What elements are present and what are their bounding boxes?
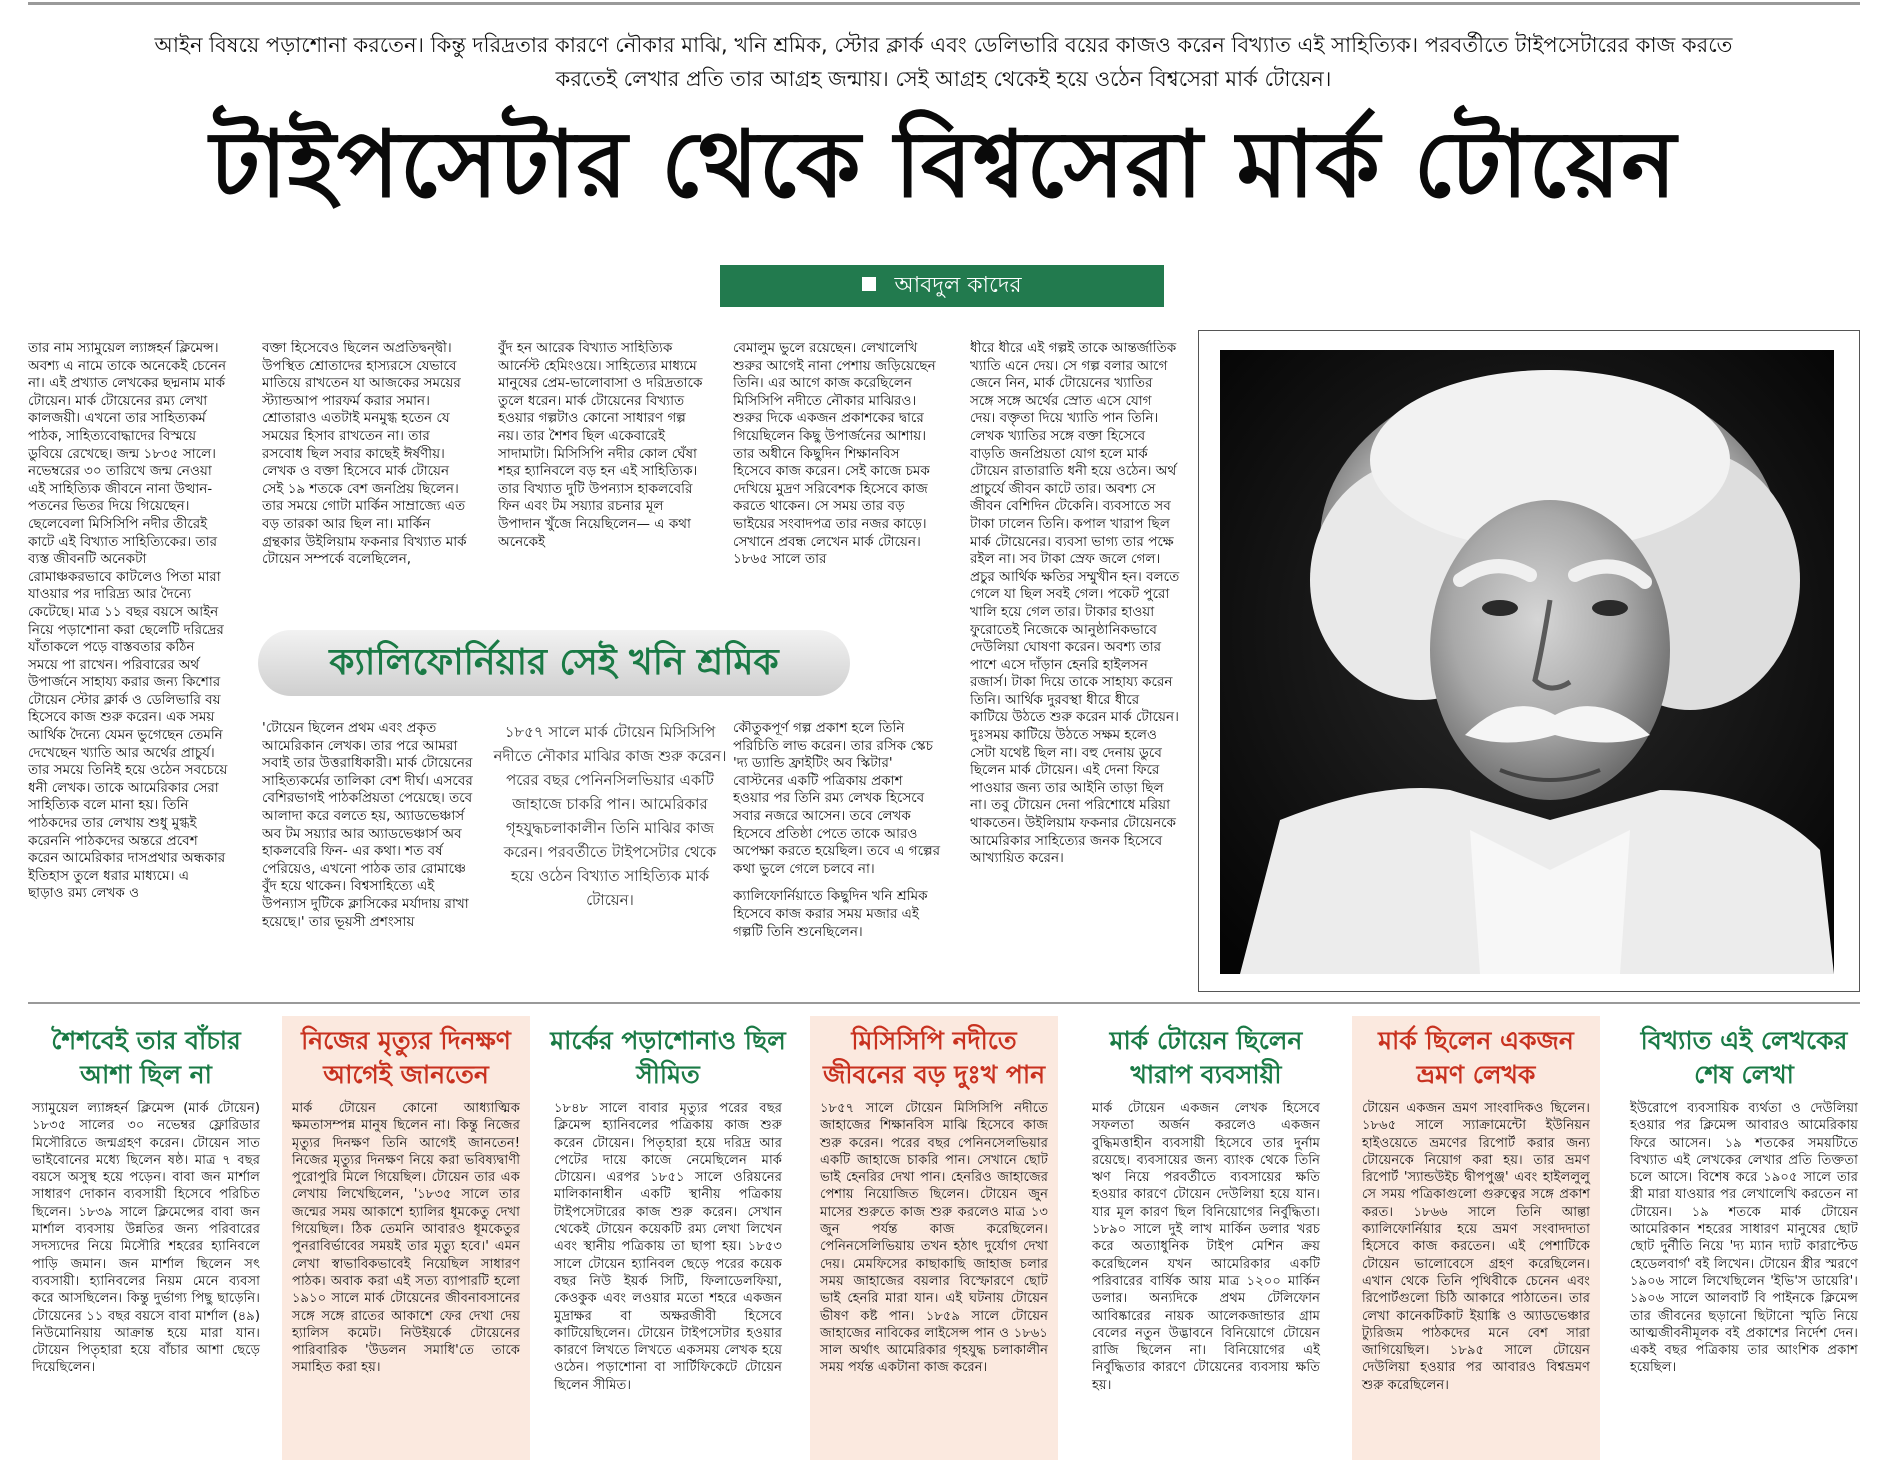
column-1-text: তার নাম স্যামুয়েল ল্যাঙ্গহর্ন ক্লিমেন্স। অবশ্য এ নামে তাকে অনেকেই চেনেন না। এই প্রখ্যাত লেখকের ছদ্মনাম মার্ক টোয়েন। মার্ক টোয়েনের রম্য লেখা কালজয়ী। এখনো তার সাহিত্যকর্ম পাঠক, সাহিত্যবোদ্ধাদের বিস্ময়ে ডুবিয়ে রেখেছে। জন্ম ১৮৩৫ সালে। নভেম্বরের ৩০ তারিখে জন্ম নেওয়া এই সাহিত্যিক জীবনে নানা উত্থান-পতনের ভিতর দিয়ে গিয়েছেন। ছেলেবেলা মিসিসিপি নদীর তীরেই কাটে এই বিখ্যাত সাহিত্যিকের। তার ব্যস্ত জীবনটি অনেকটা রোমাঞ্চকরভাবে কাটলেও পিতা মারা যাওয়ার পর দারিদ্র্য আর দৈন্যে কেটেছে। মাত্র ১১ বছর বয়সে আইন নিয়ে পড়াশোনা করা ছেলেটি দরিদ্রের যাঁতাকলে পড়ে বাস্তবতার কঠিন সময়ে পা রাখেন। পরিবারের অর্থ উপার্জনে সাহায্য করার জন্য কিশোর টোয়েন স্টোর ক্লার্ক ও ডেলিভারি বয় হিসেবে কাজ শুরু করেন। এক সময় আর্থিক দৈন্যে যেমন ভুগেছেন তেমনি দেখেছেন খ্যাতি আর অর্থের প্রাচুর্য। তার সময়ে তিনিই হয়ে ওঠেন সবচেয়ে ধনী লেখক। তাকে আমেরিকার সেরা সাহিত্যিক বলে মানা হয়। তিনি পাঠকদের তার লেখায় শুধু মুগ্ধই করেননি পাঠকদের অন্তরে প্রবেশ করেন আমেরিকার দাসপ্রথার অন্ধকার ইতিহাস তুলে ধরার মাধ্যমে। এ ছাড়াও রম্য লেখক ও: [28, 340, 228, 902]
box-3-body: ১৮৪৮ সালে বাবার মৃত্যুর পরের বছর ক্লিমেন্স হ্যানিবলের পত্রিকায় কাজ শুরু করেন টোয়েন। পিতৃহারা হয়ে দরিদ্র আর পেটের দায়ে কাজে নেমেছিলেন মার্ক টোয়েন। এরপর ১৮৫১ সালে ওরিয়নের মালিকানাধীন একটি স্থানীয় পত্রিকায় টাইপসেটারের কাজ শুরু করেন। সেখান থেকেই টোয়েন কয়েকটি রম্য লেখা লিখেন এবং স্থানীয় পত্রিকায় তা ছাপা হয়। ১৮৫৩ সালে টোয়েন হ্যানিবল ছেড়ে পরের কয়েক বছর নিউ ইয়র্ক সিটি, ফিলাডেলফিয়া, কেওকুক এবং লওয়ার মতো শহরে একজন মুদ্রাক্ষর বা অক্ষরজীবী হিসেবে কাটিয়েছিলেন। টোয়েন টাইপসেটার হওয়ার কারণে লিখতে লিখতে একসময় লেখক হয়ে ওঠেন। পড়াশোনা বা সার্টিফিকেটে টোয়েন ছিলেন সীমিত।: [554, 1101, 782, 1393]
box-1-title: শৈশবেই তার বাঁচার আশা ছিল না: [51, 1026, 241, 1089]
column-2-bottom-text: 'টোয়েন ছিলেন প্রথম এবং প্রকৃত আমেরিকান লেখক। তার পরে আমরা সবাই তার উত্তরাধিকারী। মার্ক টোয়েনের সাহিত্যকর্মের তালিকা বেশ দীর্ঘ। এসবের বেশিরভাগই পাঠকপ্রিয়তা পেয়েছে। তবে আলাদা করে বলতে হয়, অ্যাডভেঞ্চার্স অব টম সয়্যার আর অ্যাডভেঞ্চার্স অব হাকলবেরি ফিন- এর কথা। শত বর্ষ পেরিয়েও, এখনো পাঠক তার রোমাঞ্চে বুঁদ হয়ে থাকেন। বিশ্বসাহিত্যে এই উপন্যাস দুটিকে ক্লাসিকের মর্যাদায় রাখা হয়েছে।' তার ভূয়সী প্রশংসায়: [262, 720, 473, 930]
column-2-top-text: বক্তা হিসেবেও ছিলেন অপ্রতিদ্বন্দ্বী। উপস্থিত শ্রোতাদের হাস্যরসে যেভাবে মাতিয়ে রাখতেন যা আজকের সময়ের স্ট্যান্ডআপ পারফর্ম করার সমান। শ্রোতারাও এতটাই মনমুগ্ধ হতেন যে সময়ের হিসাব রাখতেন না। তার রসবোধ ছিল সবার কাছেই ঈর্ষণীয়। লেখক ও বক্তা হিসেবে মার্ক টোয়েন সেই ১৯ শতকে বেশ জনপ্রিয় ছিলেন। তার সময়ে গোটা মার্কিন সাম্রাজ্যে এত বড় তারকা আর ছিল না। মার্কিন গ্রন্থকার উইলিয়াম ফকনার বিখ্যাত মার্ক টোয়েন সম্পর্কে বলেছিলেন,: [262, 340, 467, 568]
portrait-photo: [1220, 350, 1834, 974]
column-4-top-text: বেমালুম ভুলে রয়েছেন। লেখালেখি শুরুর আগেই নানা পেশায় জড়িয়েছেন তিনি। এর আগে কাজ করেছিলেন মিসিসিপি নদীতে নৌকার মাঝিরও। শুরুর দিকে একজন প্রকাশকের দ্বারে গিয়েছিলেন কিছু উপার্জনের আশায়। তার অধীনে কিছুদিন শিক্ষানবিস হিসেবে কাজ করেন। সেই কাজে চমক দেখিয়ে মুদ্রণ সরিবেশক হিসেবে কাজ করতে থাকেন। সে সময় তার বড় ভাইয়ের সংবাদপত্র তার নজর কাড়ে। সেখানে প্রবন্ধ লেখেন মার্ক টোয়েন। ১৮৬৫ সালে তার: [733, 340, 936, 568]
article-column-5: [970, 340, 1180, 995]
sidebar-box-4: [810, 1016, 1058, 1460]
box-5-body: মার্ক টোয়েন একজন লেখক হিসেবে সফলতা অর্জন করলেও একজন বুদ্ধিমত্তাহীন ব্যবসায়ী হিসেবে তার দুর্নাম রয়েছে। ব্যবসায়ের জন্য ব্যাংক থেকে তিনি ঋণ নিয়ে পরবর্তীতে ব্যবসায়ের ক্ষতি হওয়ার কারণে টোয়েন দেউলিয়া হয়ে যান। যার মূল কারণ ছিল বিনিয়োগের নির্বুদ্ধিতা। ১৮৯০ সালে দুই লাখ মার্কিন ডলার খরচ করে অত্যাধুনিক টাইপ মেশিন ক্রয় করেছিলেন যখন আমেরিকার একটি পরিবারের বার্ষিক আয় মাত্র ১২০০ মার্কিন ডলার। অন্যদিকে প্রথম টেলিফোন আবিষ্কারের নায়ক আলেকজান্ডার গ্রাম বেলের নতুন উদ্ভাবনে বিনিয়োগে টোয়েন রাজি ছিলেন না। বিনিয়োগের এই নির্বুদ্ধিতার কারণে টোয়েনের ব্যবসায় ক্ষতি হয়।: [1092, 1101, 1320, 1393]
box-6-body: টোয়েন একজন ভ্রমণ সাংবাদিকও ছিলেন। ১৮৬৫ সালে স্যাক্রামেন্টো ইউনিয়ন হাইওয়েতে ভ্রমণের রিপোর্ট করার জন্য টোয়েনকে নিয়োগ করা হয়। তার ভ্রমণ রিপোর্ট 'স্যান্ডউইচ দ্বীপপুঞ্জ' এবং হাইললুলু সে সময় পত্রিকাগুলো গুরুত্বের সঙ্গে প্রকাশ করত। ১৮৬৬ সালে তিনি আল্তা ক্যালিফোর্নিয়ার হয়ে ভ্রমণ সংবাদদাতা হিসেবে কাজ করতেন। এই পেশাটিকে টোয়েন ভালোবেসে গ্রহণ করেছিলেন। এখান থেকে তিনি পৃথিবীকে চেনেন এবং রিপোর্টগুলো চিঠি আকারে পাঠাতেন। তার লেখা কানেকটিকাট ইয়াঙ্কি ও অ্যাডভেঞ্চার ট্যুরিজম পাঠকদের মনে বেশ সারা জাগিয়েছিল। ১৮৯৫ সালে টোয়েন দেউলিয়া হওয়ার পর আবারও বিশ্বভ্রমণ শুরু করেছিলেন।: [1362, 1101, 1590, 1393]
article-column-4-top: [733, 340, 941, 610]
sidebar-box-2: [282, 1016, 530, 1460]
article-column-2-bottom: [262, 720, 476, 995]
article-column-4-bottom: [733, 720, 941, 995]
square-icon: [862, 277, 876, 291]
sidebar-box-1: [22, 1016, 270, 1460]
box-6-title: মার্ক ছিলেন একজন ভ্রমণ লেখক: [1378, 1026, 1574, 1089]
sidebar-box-3: [544, 1016, 792, 1460]
article-column-3-top: [498, 340, 708, 610]
section-divider: [28, 1002, 1860, 1004]
box-2-body: মার্ক টোয়েন কোনো আধ্যাত্মিক ক্ষমতাসম্পন্ন মানুষ ছিলেন না। কিন্তু নিজের মৃত্যুর দিনক্ষণ তিনি আগেই জানতেন! নিজের মৃত্যুর দিনক্ষণ নিয়ে করা ভবিষ্যদ্বাণী পুরোপুরি মিলে গিয়েছিল। টোয়েন তার এক লেখায় লিখেছিলেন, '১৮৩৫ সালে তার জন্মের সময় আকাশে হ্যালির ধূমকেতু দেখা গিয়েছিল। ঠিক তেমনি আবারও ধূমকেতুর পুনরাবির্ভাবের সময়ই তার মৃত্যু হবে।' এমন লেখা স্বাভাবিকভাবেই নিয়েছিল সাধারণ পাঠক। অবাক করা এই সত্য ব্যাপারটি হলো ১৯১০ সালে মার্ক টোয়েনের জীবনাবসানের সঙ্গে সঙ্গে রাতের আকাশে ফের দেখা দেয় হ্যালিস কমেট। নিউইয়র্কে টোয়েনের পারিবারিক 'উডলন সমাধি'তে তাকে সমাহিত করা হয়।: [292, 1101, 520, 1376]
sidebar-box-7: [1620, 1016, 1868, 1460]
sidebar-box-6: [1352, 1016, 1600, 1460]
author-name: আবদুল কাদের: [894, 273, 1022, 298]
box-7-body: ইউরোপে ব্যবসায়িক ব্যর্থতা ও দেউলিয়া হওয়ার পর ক্লিমেন্স আবারও আমেরিকায় ফিরে আসেন। ১৯ শতকের সময়টিতে বিখ্যাত এই লেখকের লেখার প্রতি তিক্ততা চলে আসে। বিশেষ করে ১৯০৫ সালে তার স্ত্রী মারা যাওয়ার পর লেখালেখি করতেন না টোয়েন। ১৯ শতকে মার্ক টোয়েন আমেরিকান শহরের সাধারণ মানুষের ছোট ছোট দুর্নীতি নিয়ে 'দ্য ম্যান দ্যাট কারাপ্টেড হেডেলবার্গ' বই লিখেন। টোয়েন স্ত্রীর স্মরণে ১৯০৬ সালে লিখেছিলেন 'ইভি'স ডায়েরি'। ১৯০৬ সালে আলবার্ট বি পাইনকে ক্লিমেন্স তার জীবনের ছড়ানো ছিটানো স্মৃতি নিয়ে আত্মজীবনীমূলক বই প্রকাশের নির্দেশ দেন। একই বছর পত্রিকায় তার আংশিক প্রকাশ হয়েছিল।: [1630, 1101, 1858, 1376]
intro-deck: আইন বিষয়ে পড়াশোনা করতেন। কিন্তু দরিদ্রতার কারণে নৌকার মাঝি, খনি শ্রমিক, স্টোর ক্লার্ক এবং ডেলিভারি বয়ের কাজও করেন বিখ্যাত এই সাহিত্যিক। পরবর্তীতে টাইপসেটারের কাজ করতে করতেই লেখার প্রতি তার আগ্রহ জন্মায়। সেই আগ্রহ থেকেই হয়ে ওঠেন বিশ্বসেরা মার্ক টোয়েন।: [154, 33, 1733, 91]
column-5-text: ধীরে ধীরে এই গল্পই তাকে আন্তর্জাতিক খ্যাতি এনে দেয়। সে গল্প বলার আগে জেনে নিন, মার্ক টোয়েনের খ্যাতির সঙ্গে সঙ্গে অর্থের স্রোত এসে যোগ দেয়। বক্তৃতা দিয়ে খ্যাতি পান তিনি। লেখক খ্যাতির সঙ্গে বক্তা হিসেবে বাড়তি জনপ্রিয়তা যোগ হলে মার্ক টোয়েন রাতারাতি ধনী হয়ে ওঠেন। অর্থ প্রাচুর্যে জীবন কাটে তার। অবশ্য সে জীবন বেশিদিন টেকেনি। ব্যবসাতে সব টাকা ঢালেন তিনি। কপাল খারাপ ছিল মার্ক টোয়েনের। ব্যবসা ভাগ্য তার পক্ষে রইল না। সব টাকা স্রেফ জলে গেল। প্রচুর আর্থিক ক্ষতির সম্মুখীন হন। বলতে গেলে যা ছিল সবই গেল। পকেট পুরো খালি হয়ে গেল তার। টাকার হাওয়া ফুরোতেই নিজেকে আনুষ্ঠানিকভাবে দেউলিয়া ঘোষণা করেন। অবশ্য তার পাশে এসে দাঁড়ান হেনরি হাইলসন রজার্স। টাকা দিয়ে তাকে সাহায্য করেন তিনি। আর্থিক দুরবস্থা ধীরে ধীরে কাটিয়ে উঠতে শুরু করেন মার্ক টোয়েন। দুঃসময় কাটিয়ে উঠতে সক্ষম হলেও সেটা যথেষ্ট ছিল না। বহু দেনায় ডুবে ছিলেন মার্ক টোয়েন। এই দেনা ফিরে পাওয়ার জন্য তার আইনি তাড়া ছিল না। তবু টোয়েন দেনা পরিশোধে মরিয়া থাকতেন। উইলিয়াম ফকনার টোয়েনকে আমেরিকার সাহিত্যের জনক হিসেবে আখ্যায়িত করেন।: [970, 340, 1180, 867]
box-3-title: মার্কের পড়াশোনাও ছিল সীমিত: [550, 1026, 786, 1089]
column-3-top-text: বুঁদ হন আরেক বিখ্যাত সাহিত্যিক আর্নেস্ট হেমিংওয়ে। সাহিত্যের মাধ্যমে মানুষের প্রেম-ভালোবাসা ও দরিদ্রতাকে তুলে ধরেন। মার্ক টোয়েনের বিখ্যাত হওয়ার গল্পটাও কোনো সাধারণ গল্প নয়। তার শৈশব ছিল একেবারেই সাদামাটা। মিসিসিপি নদীর কোল ঘেঁষা শহর হ্যানিবলে বড় হন এই সাহিত্যিক। তার বিখ্যাত দুটি উপন্যাস হাকলবেরি ফিন এবং টম সয়্যার রচনার মূল উপাদান খুঁজে নিয়েছিলেন— এ কথা অনেকেই: [498, 340, 703, 550]
box-1-body: স্যামুয়েল ল্যাঙ্গহর্ন ক্লিমেন্স (মার্ক টোয়েন) ১৮৩৫ সালের ৩০ নভেম্বর ফ্লোরিডার মিসৌরিতে জন্মগ্রহণ করেন। টোয়েন সাত ভাইবোনের মধ্যে ছিলেন ষষ্ঠ। মাত্র ৭ বছর বয়সে অসুস্থ হয়ে পড়েন। বাবা জন মার্শাল সাধারণ দোকান ব্যবসায়ী হিসেবে পরিচিত ছিলেন। ১৮৩৯ সালে ক্লিমেন্সের বাবা জন মার্শাল ব্যবসায় উন্নতির জন্য পরিবারের সদস্যদের নিয়ে মিসৌরি শহরের হ্যানিবলে পাড়ি জমান। জন মার্শাল ছিলেন সৎ ব্যবসায়ী। হ্যানিবলের নিয়ম মেনে ব্যবসা করে আসছিলেন। কিন্তু দুর্ভাগ্য পিছু ছাড়েনি। টোয়েনের ১১ বছর বয়সে বাবা মার্শাল (৪৯) নিউমোনিয়ায় আক্রান্ত হয়ে মারা যান। টোয়েন পিতৃহারা হয়ে বাঁচার আশা ছেড়ে দিয়েছিলেন।: [32, 1101, 260, 1376]
box-5-title: মার্ক টোয়েন ছিলেন খারাপ ব্যবসায়ী: [1109, 1026, 1303, 1089]
article-column-1: [28, 340, 228, 1000]
headline: টাইপসেটার থেকে বিশ্বসেরা মার্ক টোয়েন: [209, 111, 1678, 218]
section-subheading: ক্যালিফোর্নিয়ার সেই খনি শ্রমিক: [258, 630, 850, 696]
box-4-body: ১৮৫৭ সালে টোয়েন মিসিসিপি নদীতে জাহাজের শিক্ষানবিস মাঝি হিসেবে কাজ শুরু করেন। পরের বছর পেনিনসেলভিয়ার একটি জাহাজে চাকরি পান। সেখানে ছোট ভাই হেনরির দেখা পান। হেনরিও জাহাজের পেশায় নিয়োজিত ছিলেন। টোয়েন জুন মাসের শুরুতে কাজ শুরু করলেও মাত্র ১৩ জুন পর্যন্ত কাজ করেছিলেন। পেনিনসেলিভিয়ায় তখন হঠাৎ দুর্যোগ দেখা দেয়। মেমফিসের কাছাকাছি জাহাজ চলার সময় জাহাজের বয়লার বিস্ফোরণে ছোট ভাই হেনরি মারা যান। এই ঘটনায় টোয়েন ভীষণ কষ্ট পান। ১৮৫৯ সালে টোয়েন জাহাজের নাবিকের লাইসেন্স পান ও ১৮৬১ সাল অর্থাৎ আমেরিকার গৃহযুদ্ধ চলাকালীন সময় পর্যন্ত একটানা কাজ করেন।: [820, 1101, 1048, 1376]
sidebar-box-5: [1082, 1016, 1330, 1460]
box-4-title: মিসিসিপি নদীতে জীবনের বড় দুঃখ পান: [822, 1026, 1046, 1089]
article-column-2-top: [262, 340, 472, 610]
box-2-title: নিজের মৃত্যুর দিনক্ষণ আগেই জানতেন: [301, 1026, 511, 1089]
author-byline: [720, 265, 1164, 307]
top-rule: [28, 2, 1860, 5]
column-4-bottom-text-2: ক্যালিফোর্নিয়াতে কিছুদিন খনি শ্রমিক হিসেবে কাজ করার সময় মজার এই গল্পটি তিনি শুনেছিলেন।: [733, 888, 928, 940]
pull-quote: ১৮৫৭ সালে মার্ক টোয়েন মিসিসিপি নদীতে নৌকার মাঝির কাজ শুরু করেন। পরের বছর পেনিনসিলভিয়ার একটি জাহাজে চাকরি পান। আমেরিকার গৃহযুদ্ধচলাকালীন তিনি মাঝির কাজ করেন। পরবর্তীতে টাইপসেটার থেকে হয়ে ওঠেন বিখ্যাত সাহিত্যিক মার্ক টোয়েন।: [493, 723, 727, 909]
box-7-title: বিখ্যাত এই লেখকের শেষ লেখা: [1640, 1026, 1848, 1089]
column-4-bottom-text-1: কৌতুকপূর্ণ গল্প প্রকাশ হলে তিনি পরিচিতি লাভ করেন। তার রসিক স্কেচ 'দ্য ড্যান্ডি ফ্রাইটিং অব স্কিটার' বোস্টনের একটি পত্রিকায় প্রকাশ হওয়ার পর তিনি রম্য লেখক হিসেবে সবার নজরে আসেন। তবে লেখক হিসেবে প্রতিষ্ঠা পেতে তাকে আরও অপেক্ষা করতে হয়েছিল। তবে এ গল্পের কথা ভুলে গেলে চলবে না।: [733, 720, 941, 877]
